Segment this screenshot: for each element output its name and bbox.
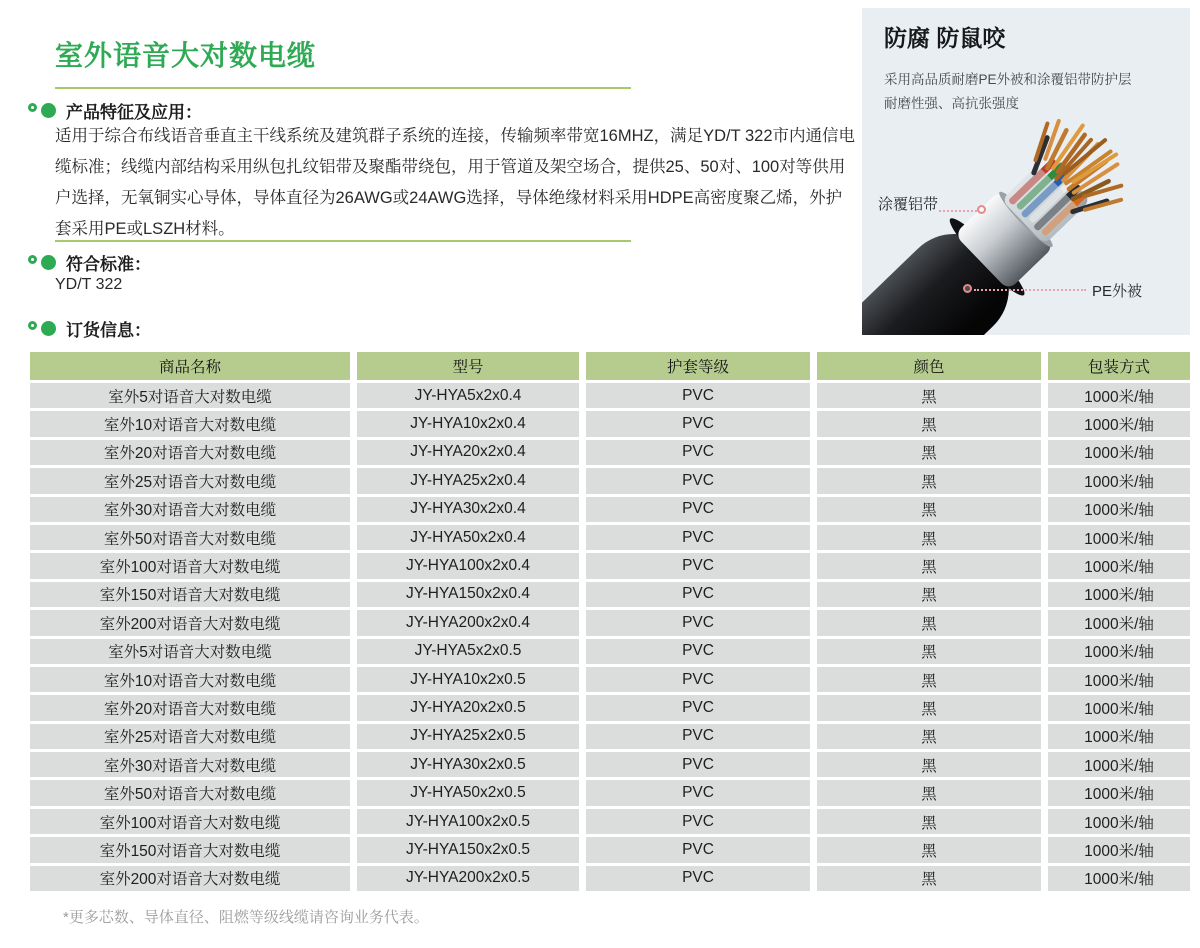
standards-value: YD/T 322 bbox=[55, 276, 123, 293]
table-cell-r4-c4: 黑 bbox=[817, 468, 1041, 493]
table-cell-r3-c3: PVC bbox=[586, 440, 810, 465]
table-cell-r5-c1: 室外30对语音大对数电缆 bbox=[30, 497, 350, 522]
section-divider bbox=[55, 240, 631, 242]
table-cell-r4-c5: 1000米/轴 bbox=[1048, 468, 1190, 493]
features-paragraph: 适用于综合布线语音垂直主干线系统及建筑群子系统的连接，传输频率带宽16MHZ，满足YD/T 322市内通信电缆标准；线缆内部结构采用纵包扎纹铝带及聚酯带绕包，用于管道及架空场合，提供25、50对、100对等供用户选择，无氧铜实心导体，导体直径为26AWG或24AWG选择，导体绝缘材料采用HDPE高密度聚乙烯，外护套采用PE或LSZH材料。 bbox=[55, 127, 855, 238]
table-cell-r16-c3: PVC bbox=[586, 809, 810, 834]
section-heading-standards bbox=[28, 250, 151, 275]
table-cell-r18-c2: JY-HYA200x2x0.5 bbox=[357, 866, 579, 891]
table-header-col1: 商品名称 bbox=[30, 352, 350, 380]
table-cell-r3-c5: 1000米/轴 bbox=[1048, 440, 1190, 465]
section-heading-features bbox=[28, 98, 202, 123]
table-cell-r13-c3: PVC bbox=[586, 724, 810, 749]
leader-line-pe bbox=[974, 289, 1086, 291]
table-cell-r9-c4: 黑 bbox=[817, 610, 1041, 635]
table-cell-r16-c1: 室外100对语音大对数电缆 bbox=[30, 809, 350, 834]
table-cell-r3-c2: JY-HYA20x2x0.4 bbox=[357, 440, 579, 465]
table-cell-r10-c5: 1000米/轴 bbox=[1048, 639, 1190, 664]
section-bullet-icon bbox=[28, 103, 58, 118]
promo-description-line2: 耐磨性强、高抗张强度 bbox=[884, 96, 1019, 111]
table-cell-r2-c1: 室外10对语音大对数电缆 bbox=[30, 411, 350, 436]
ordering-table bbox=[30, 352, 1190, 891]
table-cell-r18-c1: 室外200对语音大对数电缆 bbox=[30, 866, 350, 891]
table-cell-r5-c3: PVC bbox=[586, 497, 810, 522]
section-heading-ordering bbox=[28, 316, 151, 341]
table-cell-r14-c3: PVC bbox=[586, 752, 810, 777]
table-cell-r12-c2: JY-HYA20x2x0.5 bbox=[357, 695, 579, 720]
marker-pe-jacket bbox=[963, 284, 972, 293]
table-cell-r11-c5: 1000米/轴 bbox=[1048, 667, 1190, 692]
table-cell-r15-c1: 室外50对语音大对数电缆 bbox=[30, 780, 350, 805]
table-cell-r9-c1: 室外200对语音大对数电缆 bbox=[30, 610, 350, 635]
table-cell-r7-c3: PVC bbox=[586, 553, 810, 578]
table-cell-r11-c4: 黑 bbox=[817, 667, 1041, 692]
section-heading-label: 产品特征及应用： bbox=[66, 103, 202, 122]
table-cell-r15-c3: PVC bbox=[586, 780, 810, 805]
table-cell-r14-c2: JY-HYA30x2x0.5 bbox=[357, 752, 579, 777]
table-cell-r12-c5: 1000米/轴 bbox=[1048, 695, 1190, 720]
table-cell-r10-c3: PVC bbox=[586, 639, 810, 664]
table-header-col2: 型号 bbox=[357, 352, 579, 380]
table-cell-r13-c4: 黑 bbox=[817, 724, 1041, 749]
table-cell-r2-c2: JY-HYA10x2x0.4 bbox=[357, 411, 579, 436]
table-cell-r1-c5: 1000米/轴 bbox=[1048, 383, 1190, 408]
table-cell-r13-c1: 室外25对语音大对数电缆 bbox=[30, 724, 350, 749]
table-cell-r2-c3: PVC bbox=[586, 411, 810, 436]
promo-panel bbox=[862, 8, 1190, 335]
table-cell-r17-c5: 1000米/轴 bbox=[1048, 837, 1190, 862]
table-cell-r12-c1: 室外20对语音大对数电缆 bbox=[30, 695, 350, 720]
page-title: 室外语音大对数电缆 bbox=[55, 40, 317, 71]
table-cell-r15-c4: 黑 bbox=[817, 780, 1041, 805]
table-cell-r6-c1: 室外50对语音大对数电缆 bbox=[30, 525, 350, 550]
table-cell-r10-c4: 黑 bbox=[817, 639, 1041, 664]
section-heading-label: 订货信息： bbox=[66, 321, 151, 340]
table-cell-r18-c5: 1000米/轴 bbox=[1048, 866, 1190, 891]
table-cell-r17-c1: 室外150对语音大对数电缆 bbox=[30, 837, 350, 862]
label-aluminum-tape: 涂覆铝带 bbox=[878, 196, 939, 213]
table-cell-r18-c3: PVC bbox=[586, 866, 810, 891]
leader-line-aluminum bbox=[939, 210, 977, 212]
table-cell-r16-c5: 1000米/轴 bbox=[1048, 809, 1190, 834]
table-cell-r7-c4: 黑 bbox=[817, 553, 1041, 578]
table-cell-r6-c4: 黑 bbox=[817, 525, 1041, 550]
table-cell-r4-c1: 室外25对语音大对数电缆 bbox=[30, 468, 350, 493]
table-cell-r5-c5: 1000米/轴 bbox=[1048, 497, 1190, 522]
table-cell-r6-c2: JY-HYA50x2x0.4 bbox=[357, 525, 579, 550]
section-bullet-icon bbox=[28, 321, 58, 336]
table-cell-r15-c2: JY-HYA50x2x0.5 bbox=[357, 780, 579, 805]
table-cell-r9-c5: 1000米/轴 bbox=[1048, 610, 1190, 635]
table-cell-r8-c5: 1000米/轴 bbox=[1048, 582, 1190, 607]
label-pe-jacket: PE外被 bbox=[1092, 283, 1143, 300]
table-cell-r5-c4: 黑 bbox=[817, 497, 1041, 522]
table-cell-r16-c4: 黑 bbox=[817, 809, 1041, 834]
table-header-col3: 护套等级 bbox=[586, 352, 810, 380]
table-cell-r14-c5: 1000米/轴 bbox=[1048, 752, 1190, 777]
table-cell-r8-c3: PVC bbox=[586, 582, 810, 607]
table-cell-r17-c4: 黑 bbox=[817, 837, 1041, 862]
table-cell-r4-c3: PVC bbox=[586, 468, 810, 493]
table-cell-r3-c4: 黑 bbox=[817, 440, 1041, 465]
table-cell-r11-c1: 室外10对语音大对数电缆 bbox=[30, 667, 350, 692]
table-cell-r15-c5: 1000米/轴 bbox=[1048, 780, 1190, 805]
table-cell-r13-c2: JY-HYA25x2x0.5 bbox=[357, 724, 579, 749]
table-cell-r17-c3: PVC bbox=[586, 837, 810, 862]
table-cell-r6-c3: PVC bbox=[586, 525, 810, 550]
table-cell-r4-c2: JY-HYA25x2x0.4 bbox=[357, 468, 579, 493]
table-cell-r2-c5: 1000米/轴 bbox=[1048, 411, 1190, 436]
table-cell-r10-c2: JY-HYA5x2x0.5 bbox=[357, 639, 579, 664]
table-cell-r7-c2: JY-HYA100x2x0.4 bbox=[357, 553, 579, 578]
promo-title: 防腐 防鼠咬 bbox=[884, 25, 1006, 51]
table-header-col5: 包装方式 bbox=[1048, 352, 1190, 380]
table-cell-r9-c3: PVC bbox=[586, 610, 810, 635]
table-cell-r7-c1: 室外100对语音大对数电缆 bbox=[30, 553, 350, 578]
promo-description-line1: 采用高品质耐磨PE外被和涂覆铝带防护层 bbox=[884, 72, 1132, 87]
table-cell-r11-c2: JY-HYA10x2x0.5 bbox=[357, 667, 579, 692]
table-cell-r1-c4: 黑 bbox=[817, 383, 1041, 408]
table-cell-r14-c4: 黑 bbox=[817, 752, 1041, 777]
table-cell-r18-c4: 黑 bbox=[817, 866, 1041, 891]
table-cell-r1-c2: JY-HYA5x2x0.4 bbox=[357, 383, 579, 408]
table-cell-r2-c4: 黑 bbox=[817, 411, 1041, 436]
table-cell-r12-c3: PVC bbox=[586, 695, 810, 720]
footnote: *更多芯数、导体直径、阻燃等级线缆请咨询业务代表。 bbox=[63, 909, 429, 926]
table-cell-r1-c3: PVC bbox=[586, 383, 810, 408]
table-cell-r16-c2: JY-HYA100x2x0.5 bbox=[357, 809, 579, 834]
table-cell-r6-c5: 1000米/轴 bbox=[1048, 525, 1190, 550]
table-cell-r5-c2: JY-HYA30x2x0.4 bbox=[357, 497, 579, 522]
table-cell-r3-c1: 室外20对语音大对数电缆 bbox=[30, 440, 350, 465]
table-cell-r1-c1: 室外5对语音大对数电缆 bbox=[30, 383, 350, 408]
title-divider bbox=[55, 87, 631, 89]
table-cell-r14-c1: 室外30对语音大对数电缆 bbox=[30, 752, 350, 777]
table-cell-r9-c2: JY-HYA200x2x0.4 bbox=[357, 610, 579, 635]
table-cell-r12-c4: 黑 bbox=[817, 695, 1041, 720]
section-bullet-icon bbox=[28, 255, 58, 270]
table-cell-r13-c5: 1000米/轴 bbox=[1048, 724, 1190, 749]
table-header-col4: 颜色 bbox=[817, 352, 1041, 380]
table-cell-r17-c2: JY-HYA150x2x0.5 bbox=[357, 837, 579, 862]
table-cell-r8-c4: 黑 bbox=[817, 582, 1041, 607]
table-cell-r8-c1: 室外150对语音大对数电缆 bbox=[30, 582, 350, 607]
table-cell-r11-c3: PVC bbox=[586, 667, 810, 692]
table-cell-r8-c2: JY-HYA150x2x0.4 bbox=[357, 582, 579, 607]
table-cell-r7-c5: 1000米/轴 bbox=[1048, 553, 1190, 578]
table-cell-r10-c1: 室外5对语音大对数电缆 bbox=[30, 639, 350, 664]
marker-aluminum-tape bbox=[977, 205, 986, 214]
section-heading-label: 符合标准： bbox=[66, 255, 151, 274]
